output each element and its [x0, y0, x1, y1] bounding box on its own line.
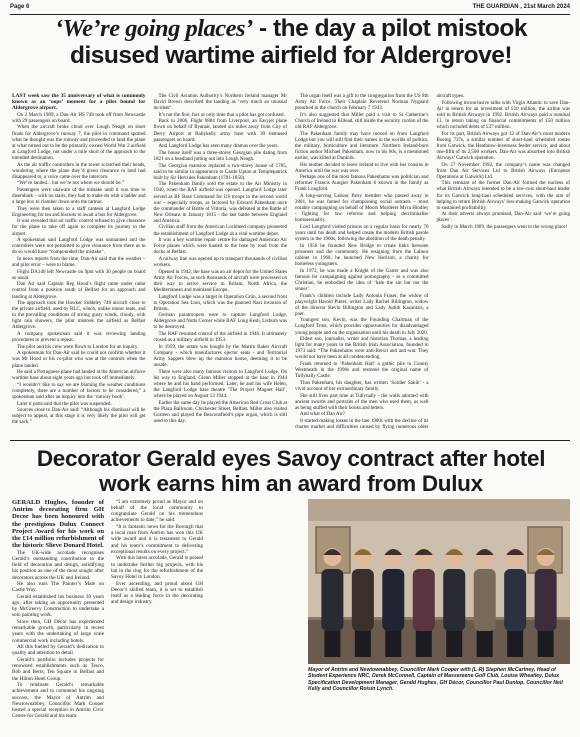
story1-paragraph: Eldest son, journalist, writer and historian Thomas, a leading light for many years in the British Irish Association, founded in 1973 said: “The Pakenhams were anti-Brexit and anti-war. They would not have been at all condescending. — [295, 336, 429, 361]
story2-body — [12, 499, 302, 729]
story1-paragraph: Lord Longford visited prisons on a regular basis for nearly 70 years until his death and helped create the modern British parole system in the 1960s, following the abolition of the death penalty. — [295, 223, 429, 243]
story1-paragraph: In 1956 he founded New Bridge to create links between prisoners and the community. He resigning from the Labour cabinet in 1968, he launched New Horizon, a charity for homeless youngsters. — [295, 242, 429, 268]
story1-paragraph: They were then taken to a staff canteen at Langford Lodge Engineering for tea and biscuits to await a bus for Aldergrove. — [12, 205, 146, 218]
story1-paragraph: And Langford Lodge has seen many dramas over the years. — [158, 143, 279, 150]
story2-paragraph: The UK-wide accolade recognises Gerald’s outstanding contribution to the field of decoration and design, solidifying his position as one of the most sought after decorators across the UK and Ireland. — [12, 549, 104, 581]
story2-paragraph: Gerald’s portfolio includes projects for renowned establishments such as Tesco, Bob and Berts, Ten Square in Belfast and the Hilton Hotel Group. — [12, 657, 104, 682]
story1-paragraph: The Pakenham family may have moved on from Langford Lodge but you will still find their names in the worlds of politics, the military, horticulture and literature. Northern Ireland-born fiction author Michael Pakenham, now in his 80s, is a mentioned earlier, was killed at Dunkirk. — [295, 130, 429, 161]
story1-paragraph: It was revealed that air traffic control refused to give clearance for the plane to take off again to complete its journey to the airport. — [12, 218, 146, 237]
story1-paragraph: Youngest son, Kevin, was the Founding Chairman of the Longford Trust, which provides opportunities for disadvantaged young people and on the organisation until his death in July 2020. — [295, 317, 429, 336]
story1-paragraph: A spokesman for Dan-Air said he could not confirm whether it was Mr Hood or his co-pilot who was at the controls when the plane landed. — [12, 350, 146, 369]
story1-paragraph: Earlier the same day he played the American Red Cross Club at the Plaza Ballroom, Chichester Street, Belfast. Miller also visited Gurteen and played the Beaconsfield’s pipe organ, which is still used to this day. — [153, 399, 288, 424]
story1-paragraph: Frank’s children include Lady Antonia Fraser, the widow of playwright Harold Pinter, writer Lady Rachel Billington, widow of the director Kevin Billington and Lady Judith Kazantzis, a poet. — [295, 292, 429, 317]
reception-photo — [308, 499, 570, 664]
story1-paragraph: Later it potts said that the pilot was suspended. — [17, 400, 112, 407]
story1-paragraph: The Georgian mansion replaced a two-storey house of 1785, said to be similar in appearance to Castle Upton at Templepatrick built by Sir Hercules Pakenham (1781-1850). — [153, 162, 287, 181]
story1-paragraph: Sources close to Dan-Air said: “Although his dismissal will be subject to appeal, at this stage it is very likely the pilot will get the sack.” — [12, 407, 146, 426]
story2-headline: Decorator Gerald eyes Savoy contract after hotel work earns him an award from Dulux — [36, 446, 546, 496]
story1-paragraph: Thos Pakenham, his daughter, has written ‘Soldier Sahib’ - a vivid account of her extraordinary family. — [295, 379, 429, 392]
story1-paragraph: On 27 November 1992, the company’s name was changed from Dan Air Services Ltd to British Airways (European Operations at Gatwick) Ltd. — [436, 161, 570, 180]
story1-headline-quote: ‘We’re going places’ — [55, 15, 253, 42]
story2-paragraph: All this fuelled by Gerald’s dedication to quality and attention to detail. — [12, 644, 104, 657]
story1-paragraph: Opened in 1942, the base was an air depot for the United States Army Air Forces, as such thousands of aircraft were processed on their way to active service in Britain, North Africa, the Mediterranean and mainland Europe. — [153, 268, 287, 293]
story1-paragraph: Frank returned to ‘Pakenham Hall’ a gothic pile in County Westmeath in the 1990s and restored the original name of Tullynally Castle. — [295, 361, 429, 380]
story1-paragraph: Passengers were unaware of the mistake until it was time to disembark – with no stairs, they had to make do with a ladder and a large box to clamber down onto the tarmac. — [12, 186, 146, 206]
story2-paragraph: To celebrate Gerald’s remarkable achievement and to commend his ongoing success, the Mayor of Antrim and Newtownabbey, Councillor Mark Cooper hosted a special reception in Antrim Civic Centre for Gerald and his team. — [12, 682, 104, 719]
story-divider — [10, 440, 570, 441]
story2-paragraph: Gerald established his business 30 years ago, after taking an opportunity presented by McGreevy Construction to undertake a solo painting work. — [12, 594, 104, 619]
story2-paragraph: Ever ascending, and proud about GH Decor’s skilled team, it is set to establish itself as a leading force in the decorating and design industry. — [111, 580, 203, 605]
story2-paragraph: GERALD Hughes, founder of Antrim decorating firm GH Decor has been honoured with the prestigious Dulux Connect Project Award for his work on the £14 million refurbishment of the historic Slieve Donard Hotel. — [12, 499, 104, 550]
story1-paragraph: A company spokesman said it was reviewing landing procedures to prevent a repeat. — [12, 331, 146, 344]
masthead-date: THE GUARDIAN , 21st March 2024 — [472, 4, 570, 10]
story2-columns — [12, 499, 302, 729]
story1-paragraph: It’s also suggested that Miller paid a visit to St Catherine’s Church of Ireland in Killead, still inside the security cordon of the old RAF Aldergrove. — [295, 111, 429, 130]
page-header — [10, 3, 570, 13]
story2-paragraph: “It is fantastic news for the Borough that a local man from Antrim has won this UK wide award and it is testament to Gerald and his team’s commitment to delivering exceptional results on every project.” — [111, 524, 203, 555]
story1-paragraph: The pilot and his crew were flown to London for an inquiry. — [17, 343, 139, 350]
story1-paragraph: On 2 March 1989, a Dan-Air HS 748 took off from Newcastle with 29 passengers on board. — [12, 111, 146, 124]
story1-paragraph: The house itself was a three-storey Georgian pile dating from 1821 on a headland jutting out into Lough Neagh. — [153, 149, 287, 162]
story1-paragraph: There were also many famous visitors to Langford Lodge. On his way to England, Glenn Miller stopped at the base in 1944 where he and his band performed. Later, he and his wife Helen, the Langford Lodge base theatre ‘The Project Magnet Hall’, where he played on August 13 1944. — [153, 368, 287, 399]
story1-paragraph: LAST week saw the 35 anniversary of what is commonly known as an ‘oops’ moment for a pilot bound for Aldergrove airport. — [12, 93, 146, 112]
story1-paragraph: As the air traffic controllers in the tower scratched their heads, wondering where the plane they’d given clearance to land had disappeared to, a voice came over the intercom. — [12, 161, 146, 180]
story1-paragraph: “I wouldn’t like to say we are blaming the weather conditions completely, there are a number of factors to be considered,” a spokesman said after an inquiry into the ‘runway boob’. — [12, 381, 146, 400]
story1-body — [12, 93, 570, 436]
story1-paragraph: Langford Lodge was a target in Operation Grün, a second front to Operation Sea Lion, which was the planned Nazi invasion of Britain. — [153, 293, 287, 312]
story1-paragraph: When the aircraft broke cloud over Lough Neagh on short finals for Aldergrove’s runway 7, the pilot in command spotted what he thought was the runway and proceeded to land the plane at what turned out to be the primarily owned World War 2 airfield at Langford Lodge, not under a mile short of the approach to the intended destination. — [12, 124, 146, 161]
story1-paragraph: A spokesman said Langford Lodge was unmanned and the controllers were not permitted to give clearance from there as to do so would have “compounded the mistake”. — [12, 237, 146, 256]
story1-paragraph: It’s not the first, fact or only time that a pilot has got confused. — [158, 111, 285, 118]
story2-paragraph: He also runs The Painter’s Mate on Castle Way. — [12, 581, 104, 594]
reception-photo-svg — [308, 499, 570, 664]
story1-paragraph: The organ itself was a gift to the congregation from the US 8th Army Air Force. Their Chaplain Reverend Norman Nygaard preached in the church on February 7 1943. — [295, 93, 429, 112]
story1-paragraph: The approach took the Hawker Siddeley 748 aircraft close to the private airfield, used by RLC, which, unlike motor seats, and in the prevailing conditions of strong gusty winds, cloudy, with light rain showers, the pilot mistook the airfield as Belfast Aldergrove. — [12, 300, 146, 331]
story1-paragraph: The Pakenham family sold the estate to the Air Ministry in 1940, when the RAF airfield was opened. Langford Lodge later served as RF Base Command for US troops in the second world war – especially troops, as factored by Edward Pakenham once the commander of Battle of Vittoria, was defeated at the Battle of New Orleans in January 1815 - the last battle between England and America. — [153, 181, 287, 224]
story1-paragraph: Back in 2006, Flight 9884 from Liverpool, an Easyjet plane flown on behalf of Ryanair, landed six miles away from City of Derry Airport at Ballykelly army base with 39 bemused passengers on board. — [153, 118, 287, 143]
story1-paragraph: For its part, British Airways got 12 of Dan-Air’s most modern Boeing 737s, a similar number of short-haul scheduled routes from Gatwick, the Heathrow-Inverness feeder service, and about one-fifth of its 2,500 workers. Dan-Air was absorbed into British Airways’ Gatwick operation. — [436, 130, 570, 161]
story1-headline-rest: - the day a pilot mistook disused wartime airfield for Aldergrove! — [70, 15, 527, 69]
story2-paragraph: With this latest accolade, Gerald is poised to undertake further big projects, with his hat in the ring for the refurbishment of the Savoy Hotel in London. — [111, 555, 203, 580]
story1-headline — [12, 15, 570, 69]
story1-paragraph: Dan Air said Captain Reg Hood’s flight came under radar control from a position south of Belfast for an approach and landing at Aldergrove. — [12, 281, 146, 300]
story1-columns — [12, 93, 570, 436]
story1-paragraph: German paratroopers were to capture Langford Lodge, Aldergrove and Nutts Corner while RAF Long Kesh, Lisburn was to be destroyed. — [153, 312, 287, 331]
story2-paragraph: Since then, GH Décor has experienced remarkable growth, particularly in recent years with the undertaking of large scale commercial work including hotels. — [12, 619, 104, 644]
story1-paragraph: And what of Dan Air? — [300, 411, 345, 418]
photo-caption: Mayor of Antrim and Newtownabbey, Councillor Mark Cooper with (L-R) Stephen McCartney, Head of Student Experience NRC, Derek McConnell, Captain of Massereene Golf Club, Louise Wheatley, Dulux Specification Development Manager, Gerald Hughes, GH Décor, Councillor Paul Dunlop, Councillor Neil Kelly and Councillor Roisin Lynch. — [308, 667, 563, 692]
story1-paragraph: Sadly in March 1989, the passengers went to the wrong place! — [441, 223, 568, 230]
story1-paragraph: “We’ve landed... but we’re not where we should be.” — [17, 180, 124, 187]
story1-paragraph: The Civil Aviation Authority’s Northern Ireland manager Mr David Brown described the landing as ‘very much an unusual incident’. — [153, 93, 287, 112]
story1-paragraph: It started making losses in the late 1980s with the decline of its charter market and difficulties caused by flying numerous older aircraft types. — [295, 93, 465, 430]
story1-paragraph: She still lives part time at Tullynally - the walls adorned with ancient swords and portraits of the men who used them, as well as being stuffed with their books and letters. — [295, 392, 429, 411]
story1-paragraph: This remnant of the former Dan-Air formed the nucleus of what British Airways intended to be a low-cost short-haul leader for its Gatwick long-haul scheduled services, with the aim of helping to return British Airways’ loss-making Gatwick operation to sustained profitability. — [436, 180, 570, 211]
story1-paragraph: A long-serving Labour Party member who passed away in 2001, he was famed for championing social outcasts – most notably campaigning on behalf of Moors Murderer Myra Hindley - fighting for law reforms and helping decriminalise homosexuality. — [295, 193, 429, 224]
story1-paragraph: Perhaps one of the most famous Pakenhams was politician and reformer Francis Aungier Pakenham 6 known in the family as Frank Longford. — [295, 174, 429, 193]
story1-paragraph: He said a Portuguese plane had landed at the American airforce wartime base about eight years ago but took off immediately. — [12, 369, 146, 382]
story1-paragraph: Flight DA140 left Newcastle on 9pm with 30 people on board as usual. — [12, 268, 146, 281]
story1-paragraph: In news reports from the time, Dan-Air said that the weather – and pilot error – were to blame. — [12, 255, 146, 269]
story1-paragraph: His mother decided to leave Ireland to live with her cousins in America until the war was over. — [295, 161, 429, 174]
story1-paragraph: A railway line was opened up to transport thousands of civilian workers. — [153, 255, 287, 269]
story1-paragraph: Civilian staff from the American Lockheed company pioneered the establishment of Langford Lodge as a vital wartime depot. — [153, 224, 287, 237]
story1-paragraph: At their adverts always promised, Dan-Air said ‘we’re going places’. — [436, 211, 570, 224]
story1-paragraph: Following inconclusive talks with Virgin Atlantic to save Dan-Air in return for an investment of £10 million, the airline was sold to British Airways in 1992. British Airways paid a nominal £1, in return taking on financial commitments of £50 million which included debts of £37 million. — [436, 99, 570, 130]
story1-paragraph: In 1972, he was made a Knight of the Garter and was also famous for campaigning against pornography - as a committed Christian, he embodied the idea of ‘hate the sin but not the sinner’. — [295, 267, 429, 292]
story1-paragraph: In 1959, the estate was bought by the Martin Baker Aircraft Company - which manufactures ejector seats - and Territorial Army Sappers blew up the mansion house, deeming it to be unsafe. — [153, 343, 287, 369]
story1-paragraph: It was a key wartime repair centre for damaged American Air Force planes which were hauled to the base by road from the docks at Belfast. — [153, 237, 287, 256]
story1-paragraph: The RAF resumed control of the airfield in 1946. It ultimately closed as a military airfield in 1953. — [153, 331, 287, 344]
page-number: Page 6 — [10, 4, 30, 10]
story2-paragraph: “I am extremely proud as Mayor and on behalf of the local community to congratulate Gerald on his tremendous achievements to date,” he said. — [111, 499, 203, 524]
